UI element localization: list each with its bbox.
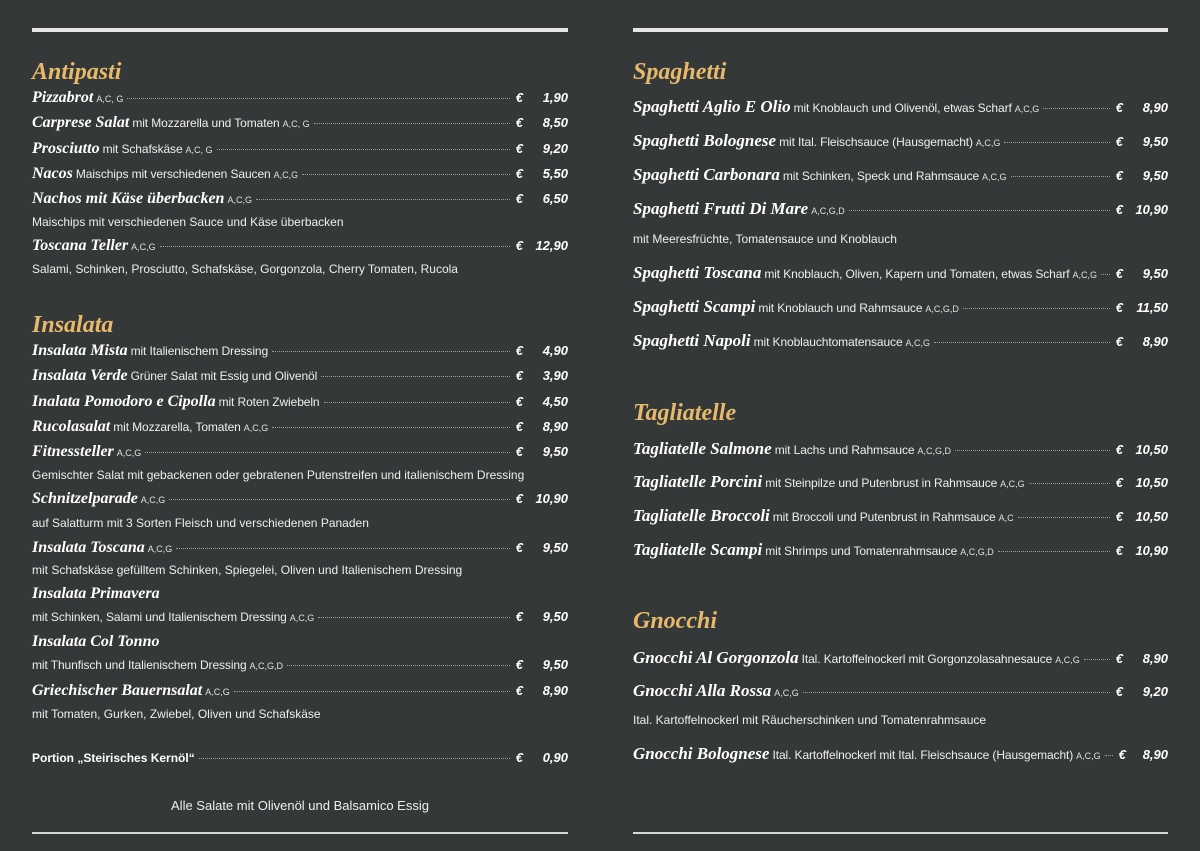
item-price: 10,90 <box>1135 543 1168 558</box>
dot-leader <box>1105 755 1113 756</box>
item-name: Insalata Primavera <box>32 585 160 602</box>
dot-leader <box>849 210 1110 211</box>
item-description: mit Shrimps und Tomatenrahmsauce <box>765 544 958 558</box>
currency-symbol: € <box>515 141 523 156</box>
menu-item-description: mit Schafskäse gefülltem Schinken, Spiegelei, Oliven und Italienischem Dressing <box>32 563 463 577</box>
item-name: Insalata Toscana <box>32 539 145 556</box>
menu-item-insalata-toscana <box>32 539 568 561</box>
item-price: 10,50 <box>1135 442 1168 457</box>
currency-symbol: € <box>1115 334 1123 349</box>
menu-item-tagliatelle-salmone <box>633 439 1168 461</box>
top-rule <box>633 28 1168 32</box>
menu-item-aglio-olio <box>633 97 1168 119</box>
item-description: mit Knoblauchtomatensauce <box>753 335 903 349</box>
currency-symbol: € <box>515 609 523 624</box>
dot-leader <box>272 427 509 428</box>
item-name: Spaghetti Scampi <box>633 297 756 316</box>
currency-symbol: € <box>515 683 523 698</box>
dot-leader <box>256 199 510 200</box>
dot-leader <box>934 342 1110 343</box>
menu-item-tagliatelle-scampi <box>633 540 1168 562</box>
menu-item-insalata-mista <box>32 342 568 364</box>
menu-item-nacos <box>32 165 568 187</box>
menu-item-gnocchi-rossa <box>633 681 1168 703</box>
item-description: mit Broccoli und Putenbrust in Rahmsauce <box>772 510 996 524</box>
allergen-codes: A,C,G <box>273 170 299 180</box>
menu-item-spaghetti-toscana <box>633 263 1168 285</box>
allergen-codes: A,C,G,D <box>917 446 951 456</box>
menu-item-spaghetti-scampi <box>633 297 1168 319</box>
item-price: 9,50 <box>542 609 568 624</box>
menu-item-spaghetti-bolognese <box>633 131 1168 153</box>
allergen-codes: A,C,G <box>227 195 252 205</box>
dot-leader <box>145 452 509 453</box>
item-price: 8,90 <box>1142 100 1168 115</box>
item-name: Nachos mit Käse überbacken <box>32 190 225 207</box>
allergen-codes: A,C,G <box>1076 751 1101 761</box>
dot-leader <box>321 376 510 377</box>
item-description: mit Mozzarella und Tomaten <box>132 116 280 130</box>
dot-leader <box>1084 659 1110 660</box>
menu-item-pomodoro-cipolla <box>32 393 568 415</box>
dot-leader <box>324 402 510 403</box>
dot-leader <box>176 548 509 549</box>
menu-item-pizzabrot <box>32 89 568 111</box>
item-name: Pizzabrot <box>32 89 94 106</box>
dot-leader <box>160 246 510 247</box>
allergen-codes: A,C,G,D <box>960 547 994 557</box>
item-price: 1,90 <box>542 90 568 105</box>
item-price: 9,50 <box>1142 134 1168 149</box>
currency-symbol: € <box>1115 543 1123 558</box>
allergen-codes: A,C,G <box>982 172 1007 182</box>
item-description: mit Thunfisch und Italienischem Dressing <box>32 658 247 672</box>
item-name: Insalata Col Tonno <box>32 633 160 650</box>
item-price: 4,90 <box>542 343 568 358</box>
item-description: mit Schafskäse <box>102 142 183 156</box>
dot-leader <box>199 758 510 759</box>
dot-leader <box>127 98 509 99</box>
menu-item-nachos-kaese <box>32 190 568 212</box>
currency-symbol: € <box>1115 202 1123 217</box>
item-name: Spaghetti Carbonara <box>633 165 780 184</box>
dot-leader <box>955 450 1110 451</box>
menu-item-rucolasalat <box>32 418 568 440</box>
dot-leader <box>1029 483 1110 484</box>
item-name: Inalata Pomodoro e Cipolla <box>32 393 216 410</box>
item-description: Ital. Kartoffelnockerl mit Gorgonzolasahnesauce <box>801 652 1053 666</box>
currency-symbol: € <box>1115 684 1123 699</box>
item-description: mit Steinpilze und Putenbrust in Rahmsauce <box>765 476 998 490</box>
currency-symbol: € <box>515 191 523 206</box>
item-price: 8,50 <box>542 115 568 130</box>
section-title-tagliatelle: Tagliatelle <box>633 400 737 426</box>
allergen-codes: A,C,G <box>1055 655 1080 665</box>
allergen-codes: A,C,G <box>289 613 315 623</box>
item-price: 8,90 <box>1142 334 1168 349</box>
menu-item-insalata-verde <box>32 367 568 389</box>
item-price: 10,50 <box>1135 475 1168 490</box>
menu-item-description: Gemischter Salat mit gebackenen oder gebratenen Putenstreifen und italienischem Dressing <box>32 468 525 482</box>
allergen-codes: A,C,G <box>116 448 142 458</box>
dot-leader <box>217 149 510 150</box>
item-price: 5,50 <box>542 166 568 181</box>
currency-symbol: € <box>515 394 523 409</box>
currency-symbol: € <box>515 166 523 181</box>
item-price: 8,90 <box>1142 747 1168 762</box>
dot-leader <box>998 551 1110 552</box>
currency-symbol: € <box>515 444 523 459</box>
dot-leader <box>1043 108 1110 109</box>
menu-item-napoli <box>633 331 1168 353</box>
item-price: 0,90 <box>542 750 568 765</box>
item-price: 8,90 <box>1142 651 1168 666</box>
menu-item-kernoel <box>32 750 568 772</box>
item-description: Grüner Salat mit Essig und Olivenöl <box>130 369 318 383</box>
allergen-codes: A,C, G <box>96 94 124 104</box>
item-name: Fitnessteller <box>32 443 114 460</box>
section-title-antipasti: Antipasti <box>32 59 122 85</box>
bottom-rule <box>633 832 1168 834</box>
dot-leader <box>1004 142 1109 143</box>
item-name: Schnitzelparade <box>32 490 138 507</box>
menu-item-fitnessteller <box>32 443 568 465</box>
currency-symbol: € <box>1115 134 1123 149</box>
item-price: 3,90 <box>542 368 568 383</box>
allergen-codes: A,C, G <box>282 119 310 129</box>
currency-symbol: € <box>1115 651 1123 666</box>
item-description: mit Schinken, Speck und Rahmsauce <box>782 169 980 183</box>
item-name: Prosciutto <box>32 140 100 157</box>
item-price: 9,50 <box>1142 266 1168 281</box>
currency-symbol: € <box>1115 300 1123 315</box>
currency-symbol: € <box>1115 442 1123 457</box>
menu-item-description: mit Meeresfrüchte, Tomatensauce und Knoblauch <box>633 232 897 246</box>
dot-leader <box>287 665 510 666</box>
currency-symbol: € <box>1118 747 1126 762</box>
item-description: mit Schinken, Salami und Italienischem Dressing <box>32 610 287 624</box>
item-description: mit Knoblauch, Oliven, Kapern und Tomaten, etwas Scharf <box>764 267 1070 281</box>
currency-symbol: € <box>515 419 523 434</box>
item-price: 9,20 <box>542 141 568 156</box>
menu-item-schnitzelparade <box>32 490 568 512</box>
item-price: 12,90 <box>535 238 568 253</box>
dot-leader <box>302 174 510 175</box>
item-name: Portion „Steirisches Kernöl“ <box>32 751 195 765</box>
item-price: 10,90 <box>1135 202 1168 217</box>
menu-item-frutti-di-mare <box>633 199 1168 221</box>
menu-item-insalata-col-tonno-desc <box>32 657 568 679</box>
item-name: Spaghetti Toscana <box>633 263 762 282</box>
allergen-codes: A,C,G <box>774 688 799 698</box>
item-name: Insalata Mista <box>32 342 128 359</box>
section-title-gnocchi: Gnocchi <box>633 608 717 634</box>
item-name: Gnocchi Al Gorgonzola <box>633 648 799 667</box>
menu-item-description: Salami, Schinken, Prosciutto, Schafskäse, Gorgonzola, Cherry Tomaten, Rucola <box>32 262 458 276</box>
item-price: 9,50 <box>1142 168 1168 183</box>
allergen-codes: A,C, G <box>185 145 213 155</box>
item-name: Spaghetti Aglio E Olio <box>633 97 791 116</box>
menu-item-insalata-primavera <box>32 585 568 607</box>
item-name: Tagliatelle Broccoli <box>633 506 770 525</box>
item-name: Spaghetti Napoli <box>633 331 751 350</box>
dot-leader <box>318 617 510 618</box>
menu-item-tagliatelle-broccoli <box>633 506 1168 528</box>
menu-item-carbonara <box>633 165 1168 187</box>
item-name: Nacos <box>32 165 73 182</box>
item-price: 8,90 <box>542 683 568 698</box>
allergen-codes: A,C,G <box>905 338 931 348</box>
item-description: Maischips mit verschiedenen Saucen <box>75 167 271 181</box>
allergen-codes: A,C,G,D <box>925 304 959 314</box>
item-name: Rucolasalat <box>32 418 111 435</box>
dot-leader <box>803 692 1110 693</box>
menu-item-toscana-teller <box>32 237 568 259</box>
item-name: Spaghetti Bolognese <box>633 131 777 150</box>
currency-symbol: € <box>515 238 523 253</box>
item-description: mit Lachs und Rahmsauce <box>774 443 915 457</box>
allergen-codes: A,C,G <box>1072 270 1097 280</box>
item-name: Tagliatelle Salmone <box>633 439 772 458</box>
allergen-codes: A,C,G <box>1014 104 1040 114</box>
menu-item-griechischer-bauernsalat <box>32 682 568 704</box>
allergen-codes: A,C,G <box>140 495 166 505</box>
menu-item-description: Maischips mit verschiedenen Sauce und Käse überbacken <box>32 215 344 229</box>
item-description: mit Knoblauch und Rahmsauce <box>758 301 923 315</box>
dot-leader <box>169 499 509 500</box>
item-description: mit Ital. Fleischsauce (Hausgemacht) <box>779 135 973 149</box>
currency-symbol: € <box>515 343 523 358</box>
item-price: 9,50 <box>542 657 568 672</box>
allergen-codes: A,C,G <box>243 423 269 433</box>
allergen-codes: A,C,G <box>975 138 1001 148</box>
item-description: mit Knoblauch und Olivenöl, etwas Scharf <box>793 101 1012 115</box>
menu-item-gnocchi-bolognese <box>633 744 1168 766</box>
item-price: 10,90 <box>535 491 568 506</box>
item-price: 10,50 <box>1135 509 1168 524</box>
item-price: 9,50 <box>542 540 568 555</box>
item-price: 9,50 <box>542 444 568 459</box>
allergen-codes: A,C,G,D <box>811 206 845 216</box>
dot-leader <box>1011 176 1110 177</box>
dot-leader <box>1101 274 1110 275</box>
allergen-codes: A,C,G <box>147 544 173 554</box>
dot-leader <box>963 308 1110 309</box>
section-title-spaghetti: Spaghetti <box>633 59 727 85</box>
item-name: Tagliatelle Scampi <box>633 540 763 559</box>
currency-symbol: € <box>515 657 523 672</box>
item-description: mit Mozzarella, Tomaten <box>113 420 241 434</box>
allergen-codes: A,C,G <box>1000 479 1025 489</box>
item-price: 8,90 <box>542 419 568 434</box>
item-name: Gnocchi Alla Rossa <box>633 681 772 700</box>
item-name: Insalata Verde <box>32 367 128 384</box>
menu-item-gnocchi-gorgonzola <box>633 648 1168 670</box>
currency-symbol: € <box>1115 100 1123 115</box>
top-rule <box>32 28 568 32</box>
menu-item-description: mit Tomaten, Gurken, Zwiebel, Oliven und Schafskäse <box>32 707 321 721</box>
menu-item-carprese-salat <box>32 114 568 136</box>
salad-footer-note: Alle Salate mit Olivenöl und Balsamico Essig <box>171 798 429 813</box>
dot-leader <box>234 691 510 692</box>
currency-symbol: € <box>515 368 523 383</box>
item-name: Carprese Salat <box>32 114 130 131</box>
item-description: Ital. Kartoffelnockerl mit Ital. Fleischsauce (Hausgemacht) <box>772 748 1074 762</box>
item-price: 11,50 <box>1136 300 1168 315</box>
currency-symbol: € <box>1115 266 1123 281</box>
item-price: 6,50 <box>542 191 568 206</box>
dot-leader <box>272 351 510 352</box>
menu-item-prosciutto <box>32 140 568 162</box>
item-name: Gnocchi Bolognese <box>633 744 770 763</box>
currency-symbol: € <box>515 90 523 105</box>
dot-leader <box>1018 517 1110 518</box>
menu-item-description: Ital. Kartoffelnockerl mit Räucherschinken und Tomatenrahmsauce <box>633 713 987 727</box>
dot-leader <box>314 123 510 124</box>
currency-symbol: € <box>1115 509 1123 524</box>
menu-item-insalata-col-tonno <box>32 633 568 655</box>
item-name: Tagliatelle Porcini <box>633 472 763 491</box>
item-name: Toscana Teller <box>32 237 129 254</box>
item-description: mit Italienischem Dressing <box>130 344 269 358</box>
item-price: 4,50 <box>542 394 568 409</box>
currency-symbol: € <box>515 115 523 130</box>
currency-symbol: € <box>1115 168 1123 183</box>
currency-symbol: € <box>515 540 523 555</box>
item-description: mit Roten Zwiebeln <box>218 395 320 409</box>
allergen-codes: A,C,G,D <box>249 661 284 671</box>
currency-symbol: € <box>1115 475 1123 490</box>
menu-item-insalata-primavera-desc <box>32 609 568 631</box>
bottom-rule <box>32 832 568 834</box>
menu-item-tagliatelle-porcini <box>633 472 1168 494</box>
currency-symbol: € <box>515 491 523 506</box>
allergen-codes: A,C <box>998 513 1014 523</box>
item-price: 9,20 <box>1142 684 1168 699</box>
item-name: Griechischer Bauernsalat <box>32 682 203 699</box>
section-title-insalata: Insalata <box>32 312 114 338</box>
allergen-codes: A,C,G <box>205 687 230 697</box>
menu-item-description: auf Salatturm mit 3 Sorten Fleisch und verschiedenen Panaden <box>32 516 369 530</box>
currency-symbol: € <box>515 750 523 765</box>
item-name: Spaghetti Frutti Di Mare <box>633 199 809 218</box>
allergen-codes: A,C,G <box>131 242 156 252</box>
